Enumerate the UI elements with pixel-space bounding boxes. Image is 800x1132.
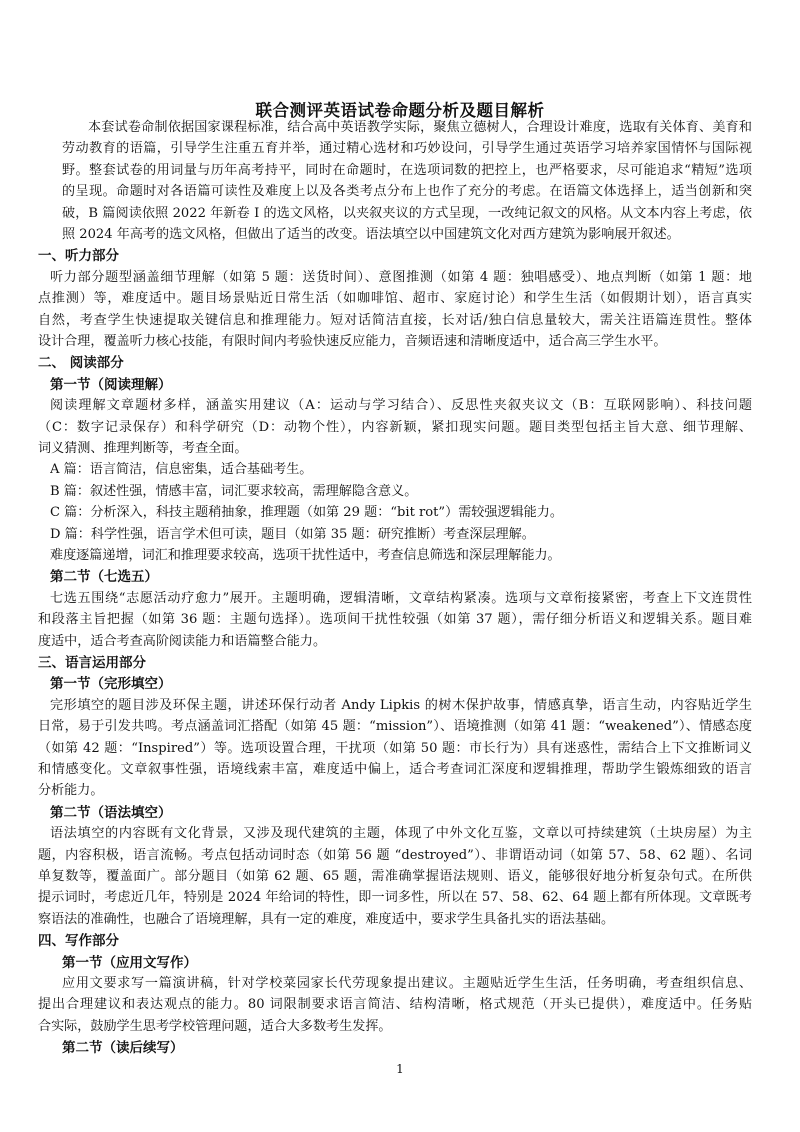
section-heading: 一、听力部分	[38, 248, 119, 265]
text-line: 破，B 篇阅读依照 2022 年新卷 I 的选文风格，以夹叙夹议的方式呈现，一改纯记叙文的风格。从文本内容上考虑，依	[62, 205, 752, 221]
text-line: 听力部分题型涵盖细节理解（如第 5 题：送货时间）、意图推测（如第 4 题：独唱感受）、地点判断（如第 1 题：地	[50, 269, 752, 285]
subsection-heading: 第一节（阅读理解）	[50, 376, 172, 393]
section-heading: 四、写作部分	[38, 933, 119, 950]
text-line: 合实际，鼓励学生思考学校管理问题，适合大多数考生发挥。	[38, 1018, 392, 1034]
text-line: A 篇：语言简洁，信息密集，适合基础考生。	[50, 462, 313, 478]
text-line: 和段落主旨把握（如第 36 题：主题句选择）。选项间干扰性较强（如第 37 题），需仔细分析语义和逻辑关系。题目难	[38, 612, 752, 628]
text-line: 本套试卷命制依据国家课程标准，结合高中英语教学实际，聚焦立德树人，合理设计难度，选取有关体育、美育和	[88, 120, 752, 135]
text-line: 题，内容积极，语言流畅。考点包括动词时态（如第 56 题 “destroyed”）、非谓语动词（如第 57、58、62 题）、名词	[38, 847, 752, 863]
subsection-heading: 第二节（七选五）	[50, 569, 158, 586]
text-line: 完形填空的题目涉及环保主题，讲述环保行动者 Andy Lipkis 的树木保护故事，情感真挚，语言生动，内容贴近学生	[50, 697, 752, 713]
text-line: 日常，易于引发共鸣。考点涵盖词汇搭配（如第 45 题：“mission”）、语境推测（如第 41 题：“weakened”）、情感态度	[38, 719, 752, 735]
text-line: 应用文要求写一篇演讲稿，针对学校菜园家长代劳现象提出建议。主题贴近学生生活，任务明确，考查组织信息、	[62, 976, 752, 991]
text-line: 设计合理，覆盖听力核心技能，有限时间内考验快速反应能力，音频语速和清晰度适中，适合高三学生水平。	[38, 334, 667, 349]
text-line: 分析能力。	[38, 783, 104, 799]
text-line: 的呈现。命题时对各语篇可读性及难度上以及各类考点分布上也作了充分的考虑。在语篇文体选择上，适当创新和突	[62, 184, 752, 200]
text-line: 自然，考查学生快速提取关键信息和推理能力。短对话简洁直接，长对话/独白信息量较大，需关注语篇连贯性。整体	[38, 312, 752, 328]
text-line: B 篇：叙述性强，情感丰富，词汇要求较高，需理解隐含意义。	[50, 483, 418, 499]
section-heading: 二、 阅读部分	[38, 355, 124, 372]
text-line: 和情感变化。文章叙事性强，语境线索丰富，难度适中偏上，适合考查词汇深度和逻辑推理，帮助学生锻炼细致的语言	[38, 762, 752, 777]
text-line: 难度逐篇递增，词汇和推理要求较高，选项干扰性适中，考查信息筛选和深层理解能力。	[50, 548, 561, 563]
text-line: 劳动教育的语篇，引导学生注重五育并举，通过精心选材和巧妙设问，引导学生通过英语学习培养家国情怀与国际视	[62, 141, 752, 157]
page-number: 1	[396, 1061, 404, 1076]
text-line: 度适中，适合考查高阶阅读能力和语篇整合能力。	[38, 633, 327, 649]
text-line: C 篇：分析深入，科技主题稍抽象，推理题（如第 29 题：“bit rot”）需较强逻辑能力。	[50, 505, 563, 521]
text-line: 照 2024 年高考的选文风格，但做出了适当的改变。语法填空以中国建筑文化对西方建筑为影响展开叙述。	[62, 227, 680, 242]
text-line: 阅读理解文章题材多样，涵盖实用建议（A：运动与学习结合）、反思性夹叙夹议文（B：互联网影响）、科技问题	[50, 398, 752, 414]
section-heading: 三、语言运用部分	[38, 655, 146, 671]
subsection-heading: 第二节（读后续写）	[62, 1040, 184, 1057]
subsection-heading: 第一节（应用文写作）	[62, 954, 197, 971]
text-line: 提出合理建议和表达观点的能力。80 词限制要求语言简洁、结构清晰，格式规范（开头已提供），难度适中。任务贴	[38, 997, 752, 1013]
text-line: D 篇：科学性强，语言学术但可读，题目（如第 35 题：研究推断）考查深层理解。	[50, 526, 535, 542]
text-line: 点推测）等，难度适中。题目场景贴近日常生活（如咖啡馆、超市、家庭讨论）和学生生活（如假期计划），语言真实	[38, 291, 752, 307]
subsection-heading: 第一节（完形填空）	[50, 676, 172, 693]
text-line: 单复数等，覆盖面广。部分题目（如第 62 题、65 题，需准确掌握语法规则、语义，能够很好地分析复杂句式。在所供	[38, 869, 752, 884]
text-line: 语法填空的内容既有文化背景，又涉及现代建筑的主题，体现了中外文化互鉴，文章以可持续建筑（土块房屋）为主	[50, 826, 752, 842]
text-line: （C：数字记录保存）和科学研究（D：动物个性），内容新颖，紧扣现实问题。题目类型包括主旨大意、细节理解、	[38, 419, 752, 435]
text-line: 提示词时，考虑近几年，特别是 2024 年给词的特性，即一词多性，所以在 57、58、62、64 题上都有所体现。文章既考	[38, 890, 752, 906]
text-line: 察语法的准确性，也融合了语境理解，具有一定的难度，难度适中，要求学生具备扎实的语法基础。	[38, 911, 615, 927]
text-line: （如第 42 题：“Inspired”）等。选项设置合理，干扰项（如第 50 题：市长行为）具有迷惑性，需结合上下文推断词义	[38, 740, 752, 756]
text-line: 野。整套试卷的用词量与历年高考持平，同时在命题时，在选项词数的把控上，也严格要求，尽可能追求“精短”选项	[62, 162, 752, 178]
text-line: 七选五围绕“志愿活动疗愈力”展开。主题明确，逻辑清晰，文章结构紧凑。选项与文章衔接紧密，考查上下文连贯性	[50, 590, 752, 606]
subsection-heading: 第二节（语法填空）	[50, 804, 172, 821]
text-line: 词义猜测、推理判断等，考查全面。	[38, 441, 248, 456]
document-title: 联合测评英语试卷命题分析及题目解析	[255, 101, 545, 120]
